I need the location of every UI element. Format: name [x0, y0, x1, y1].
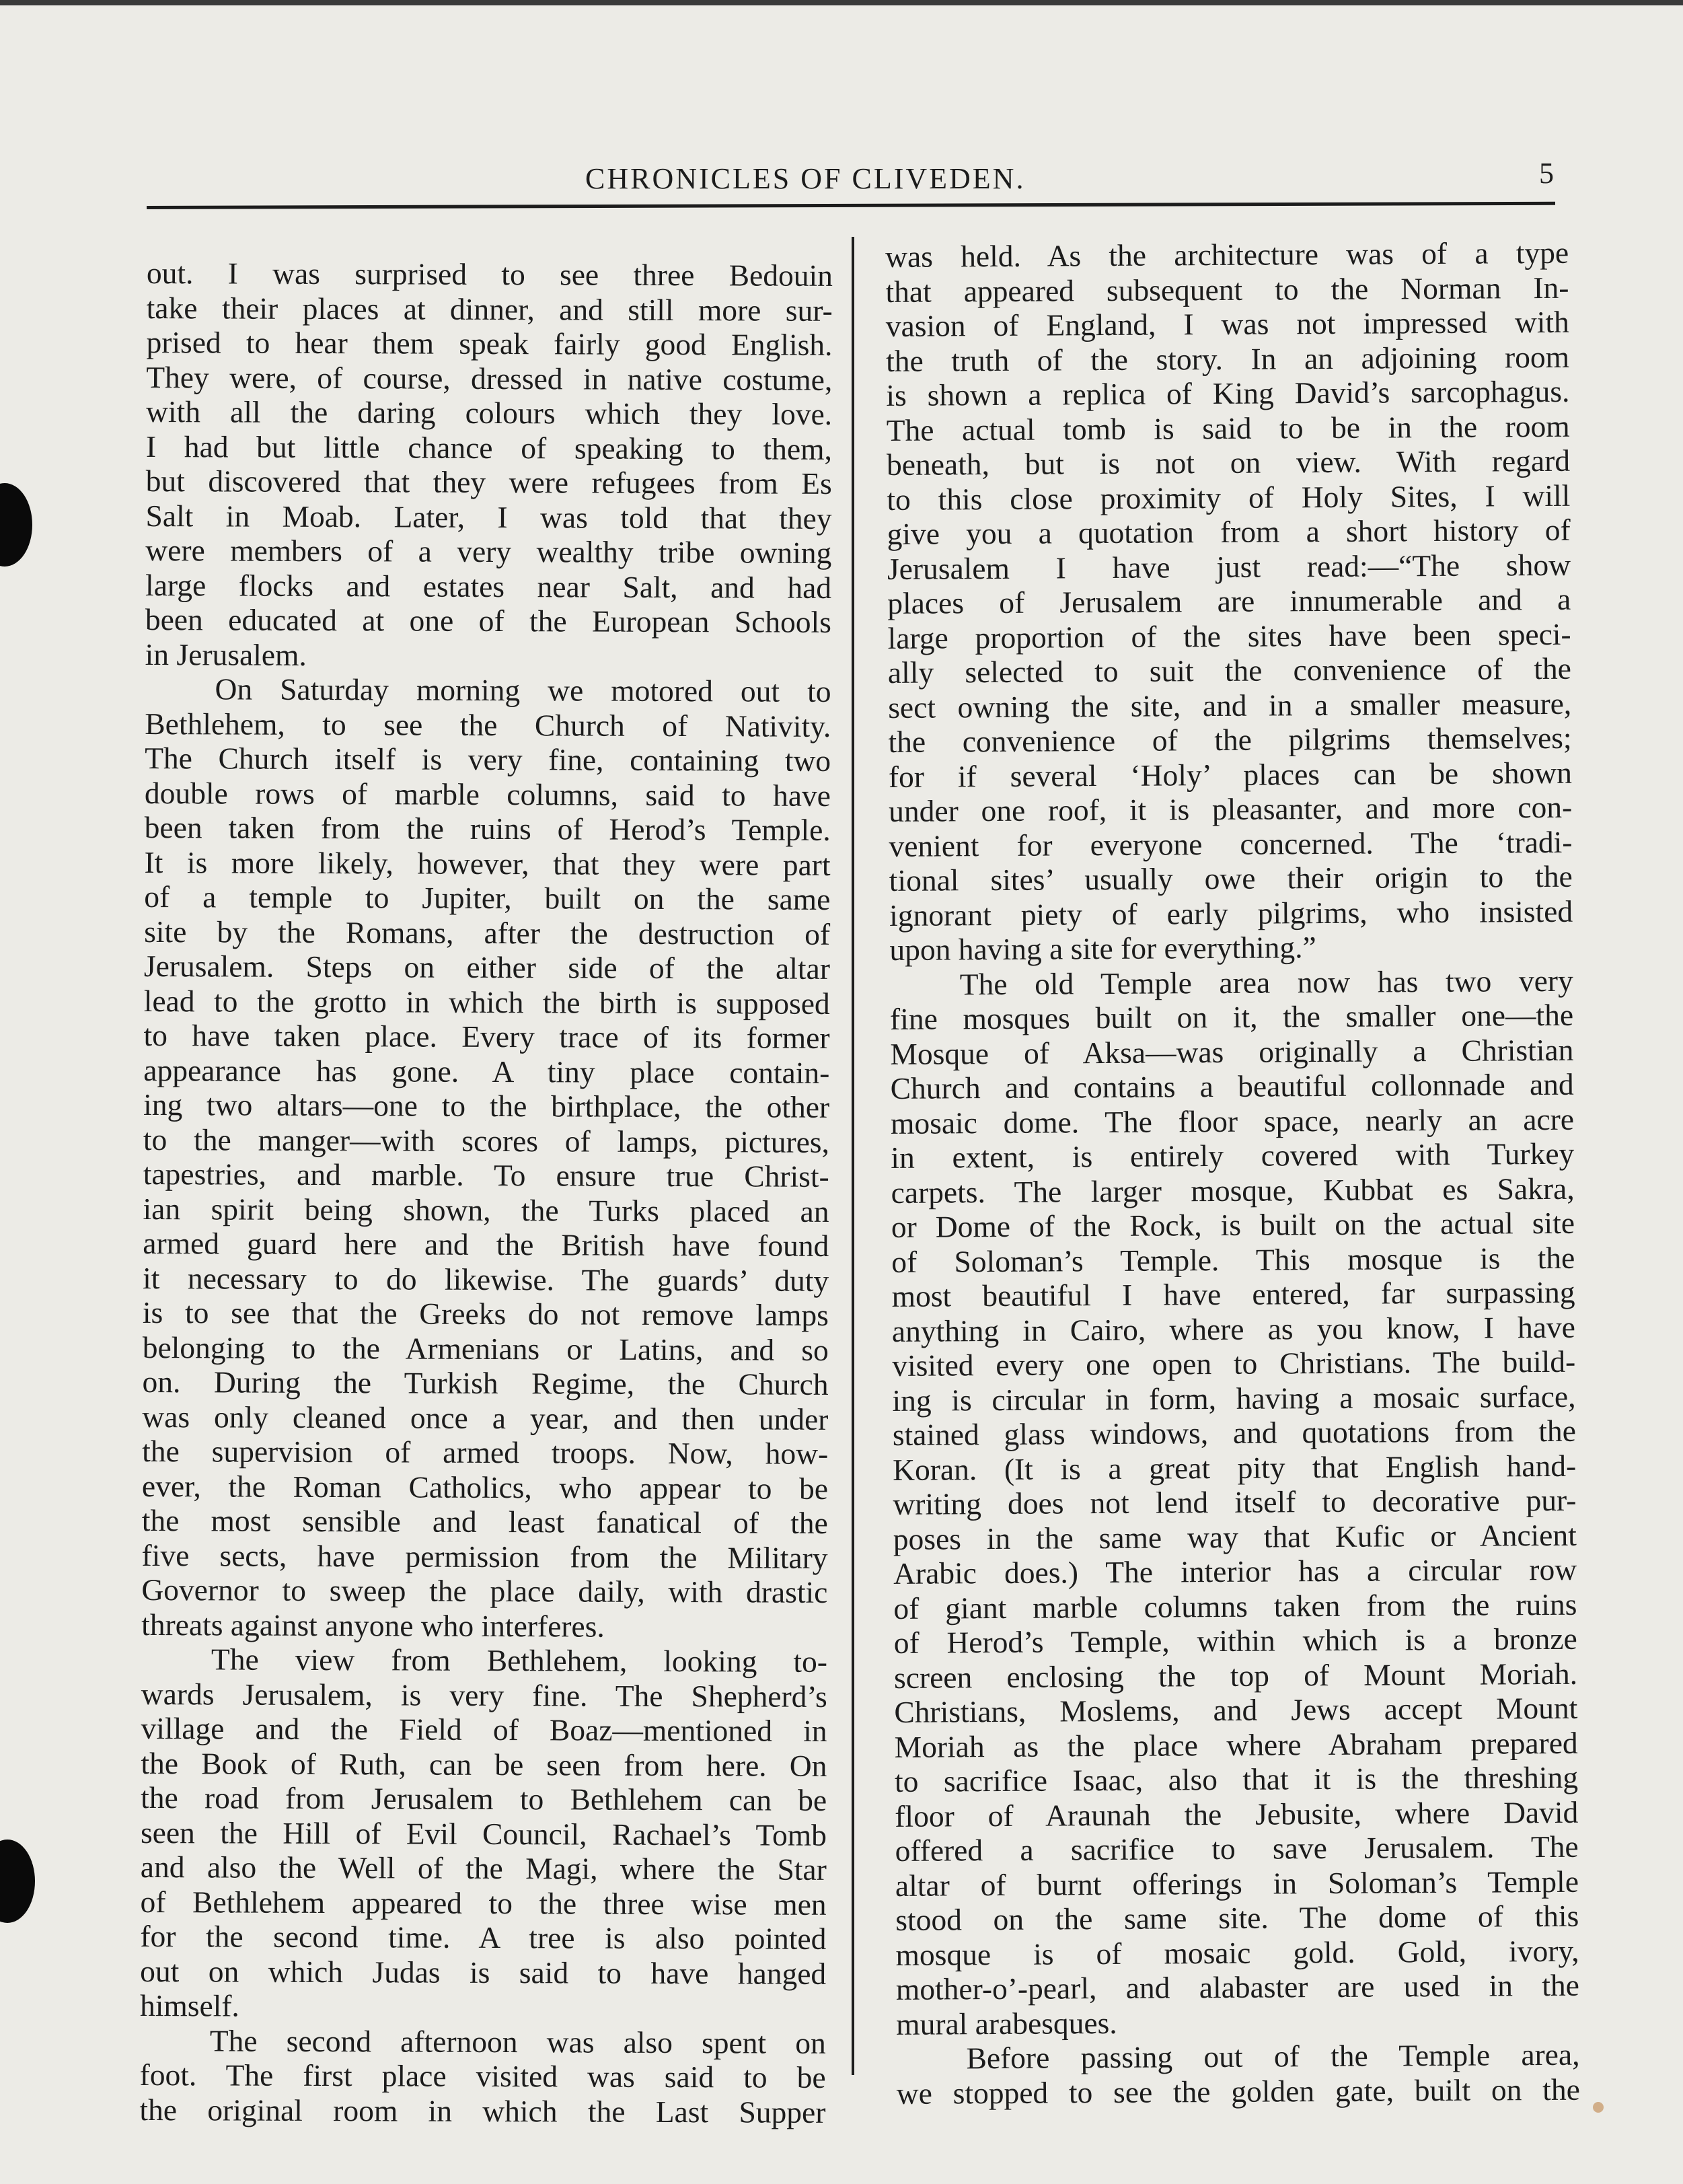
header-rule — [147, 202, 1555, 209]
text-line: stood on the same site. The dome of this — [895, 1898, 1579, 1937]
text-line: Jerusalem. Steps on either side of the altar — [143, 948, 831, 986]
text-line: the truth of the story. In an adjoining room — [885, 339, 1570, 378]
text-line: with all the daring colours which they love. — [146, 394, 833, 431]
text-line: village and the Field of Boaz—mentioned in — [141, 1710, 827, 1748]
text-line: visited every one open to Christians. The build- — [892, 1344, 1576, 1383]
text-line: ignorant piety of early pilgrims, who insisted — [889, 894, 1573, 933]
text-line: ally selected to suit the convenience of the — [887, 651, 1572, 690]
text-line: mother-o’-pearl, and alabaster are used in the — [895, 1967, 1580, 2006]
text-line: beneath, but is not on view. With regard — [886, 443, 1571, 482]
text-line: the original room in which the Last Supper — [139, 2092, 826, 2130]
text-line: poses in the same way that Kufic or Ancient — [893, 1517, 1577, 1556]
column-divider — [852, 237, 854, 2075]
text-line: most beautiful I have entered, far surpassing — [891, 1274, 1575, 1313]
text-line: the convenience of the pilgrims themselves; — [888, 720, 1572, 759]
text-line: that appeared subsequent to the Norman In- — [885, 270, 1569, 309]
text-line: prised to hear them speak fairly good English. — [146, 324, 833, 362]
text-line: The old Temple area now has two very — [959, 963, 1573, 1001]
text-line: They were, of course, dressed in native costume, — [146, 359, 833, 397]
text-line: been taken from the ruins of Herod’s Temple. — [144, 809, 831, 847]
text-line: anything in Cairo, where as you know, I have — [891, 1309, 1576, 1348]
text-line: to have taken place. Every trace of its former — [143, 1017, 830, 1055]
text-line: out on which Judas is said to have hanged — [140, 1953, 827, 1991]
text-line: mosaic dome. The floor space, nearly an acre — [890, 1101, 1575, 1140]
text-line: Moriah as the place where Abraham prepared — [894, 1725, 1578, 1764]
text-line: foot. The first place visited was said to be — [139, 2057, 826, 2095]
text-line: Christians, Moslems, and Jews accept Mount — [894, 1690, 1578, 1729]
text-line: The view from Bethlehem, looking to- — [211, 1642, 828, 1679]
page-top-edge — [0, 0, 1683, 5]
text-line: large proportion of the sites have been speci- — [887, 616, 1571, 655]
text-line: appearance has gone. A tiny place contain- — [143, 1052, 830, 1090]
text-line: Bethlehem, to see the Church of Nativity. — [145, 706, 831, 743]
text-line: in Jerusalem. — [145, 636, 307, 672]
page-number: 5 — [1539, 157, 1554, 190]
text-line: mosque is of mosaic gold. Gold, ivory, — [895, 1933, 1579, 1972]
text-line: for if several ‘Holy’ places can be shown — [888, 755, 1573, 794]
text-line: The second afternoon was also spent on — [209, 2023, 826, 2060]
text-line: in extent, is entirely covered with Turkey — [891, 1136, 1575, 1175]
text-line: Mosque of Aksa—was originally a Christian — [890, 1032, 1574, 1071]
running-head: CHRONICLES OF CLIVEDEN. — [585, 162, 1026, 195]
text-line: of giant marble columns taken from the ruins — [893, 1587, 1577, 1626]
text-line: of Herod’s Temple, within which is a bronze — [893, 1621, 1577, 1660]
text-line: out. I was surprised to see three Bedouin — [146, 256, 833, 293]
text-line: was held. As the architecture was of a type — [885, 235, 1569, 274]
text-line: the supervision of armed troops. Now, how- — [142, 1433, 829, 1471]
text-line: Governor to sweep the place daily, with drastic — [141, 1572, 828, 1609]
text-line: of Soloman’s Temple. This mosque is the — [891, 1240, 1575, 1279]
text-line: vasion of England, I was not impressed with — [885, 304, 1569, 343]
text-line: but discovered that they were refugees from Es — [145, 463, 832, 501]
text-line: stained glass windows, and quotations from the — [892, 1413, 1576, 1452]
paper-stain — [1593, 2102, 1604, 2113]
text-line: seen the Hill of Evil Council, Rachael’s Tomb — [140, 1815, 827, 1852]
text-line: or Dome of the Rock, is built on the actual site — [891, 1205, 1575, 1244]
text-line: and also the Well of the Magi, where the Star — [140, 1849, 827, 1887]
text-line: ing is circular in form, having a mosaic surface, — [892, 1379, 1576, 1418]
text-line: screen enclosing the top of Mount Moriah. — [893, 1656, 1578, 1695]
text-line: Koran. (It is a great pity that English hand- — [893, 1448, 1577, 1487]
text-line: altar of burnt offerings in Soloman’s Temple — [895, 1864, 1579, 1903]
text-line: offered a sacrifice to save Jerusalem. The — [895, 1829, 1579, 1868]
text-line: large flocks and estates near Salt, and had — [145, 567, 832, 605]
text-line: Arabic does.) The interior has a circular row — [893, 1552, 1577, 1591]
text-line: it necessary to do likewise. The guards’ duty — [143, 1260, 829, 1298]
text-line: I had but little chance of speaking to them, — [145, 429, 833, 466]
text-line: fine mosques built on it, the smaller one—the — [889, 997, 1574, 1036]
text-line: were members of a very wealthy tribe owning — [145, 532, 832, 570]
text-line: site by the Romans, after the destruction of — [144, 914, 831, 951]
text-line: floor of Araunah the Jebusite, where David — [895, 1794, 1579, 1833]
text-line: Jerusalem I have just read:—“The show — [887, 547, 1571, 586]
text-line: The actual tomb is said to be in the room — [886, 408, 1570, 447]
text-line: we stopped to see the golden gate, built on the — [896, 2072, 1580, 2111]
text-line: places of Jerusalem are innumerable and a — [887, 581, 1571, 620]
text-line: lead to the grotto in which the birth is supposed — [143, 983, 830, 1021]
text-line: It is more likely, however, that they were part — [144, 844, 831, 882]
text-line: of Bethlehem appeared to the three wise men — [140, 1884, 827, 1922]
text-line: carpets. The larger mosque, Kubbat es Sakra, — [891, 1171, 1575, 1210]
text-line: to sacrifice Isaac, also that it is the threshing — [894, 1759, 1579, 1798]
left-column — [139, 256, 833, 2130]
text-line: of a temple to Jupiter, built on the same — [144, 879, 831, 916]
text-line: Church and contains a beautiful collonnade and — [890, 1066, 1574, 1105]
text-line: to this close proximity of Holy Sites, I will — [887, 478, 1571, 517]
text-line: ever, the Roman Catholics, who appear to be — [141, 1468, 829, 1506]
text-line: tapestries, and marble. To ensure true Christ- — [143, 1156, 829, 1194]
text-line: give you a quotation from a short history of — [887, 512, 1571, 551]
text-line: ian spirit being shown, the Turks placed an — [143, 1191, 829, 1229]
text-line: armed guard here and the British have found — [143, 1225, 829, 1263]
text-line: for the second time. A tree is also pointed — [140, 1918, 827, 1956]
text-line: Salt in Moab. Later, I was told that they — [145, 498, 832, 536]
text-line: double rows of marble columns, said to have — [144, 775, 831, 813]
text-line: writing does not lend itself to decorative pur- — [893, 1482, 1577, 1521]
text-line: On Saturday morning we motored out to — [215, 671, 831, 708]
text-line: wards Jerusalem, is very fine. The Shepherd’s — [141, 1676, 827, 1714]
text-line: venient for everyone concerned. The ‘tradi- — [889, 824, 1573, 863]
text-line: The Church itself is very fine, containing two — [145, 740, 831, 778]
text-line: is shown a replica of King David’s sarcophagus. — [886, 373, 1570, 412]
punch-hole-upper — [0, 483, 32, 567]
text-line: upon having a site for everything.” — [889, 930, 1316, 967]
text-line: threats against anyone who interferes. — [141, 1607, 605, 1644]
text-line: tional sites’ usually owe their origin to the — [889, 859, 1573, 898]
text-line: the most sensible and least fanatical of the — [141, 1502, 828, 1540]
right-column — [885, 235, 1580, 2111]
text-line: sect owning the site, and in a smaller measure, — [888, 686, 1572, 725]
text-line: five sects, have permission from the Military — [141, 1537, 828, 1575]
text-line: belonging to the Armenians or Latins, and so — [142, 1330, 829, 1367]
text-line: is to see that the Greeks do not remove lamps — [142, 1295, 829, 1332]
text-line: Before passing out of the Temple area, — [966, 2037, 1580, 2076]
text-line: under one roof, it is pleasanter, and more con- — [889, 789, 1573, 828]
punch-hole-lower — [0, 1840, 35, 1923]
text-line: mural arabesques. — [896, 2005, 1117, 2041]
text-line: the Book of Ruth, can be seen from here. On — [141, 1745, 827, 1783]
text-line: the road from Jerusalem to Bethlehem can be — [141, 1780, 827, 1817]
text-line: been educated at one of the European Schools — [145, 602, 832, 639]
text-line: was only cleaned once a year, and then under — [142, 1399, 829, 1436]
text-line: take their places at dinner, and still more sur- — [146, 290, 833, 328]
text-line: ing two altars—one to the birthplace, the other — [143, 1087, 830, 1124]
text-line: to the manger—with scores of lamps, pictures, — [143, 1122, 830, 1159]
text-line: on. During the Turkish Regime, the Church — [142, 1364, 829, 1402]
text-line: himself. — [139, 1988, 239, 2023]
